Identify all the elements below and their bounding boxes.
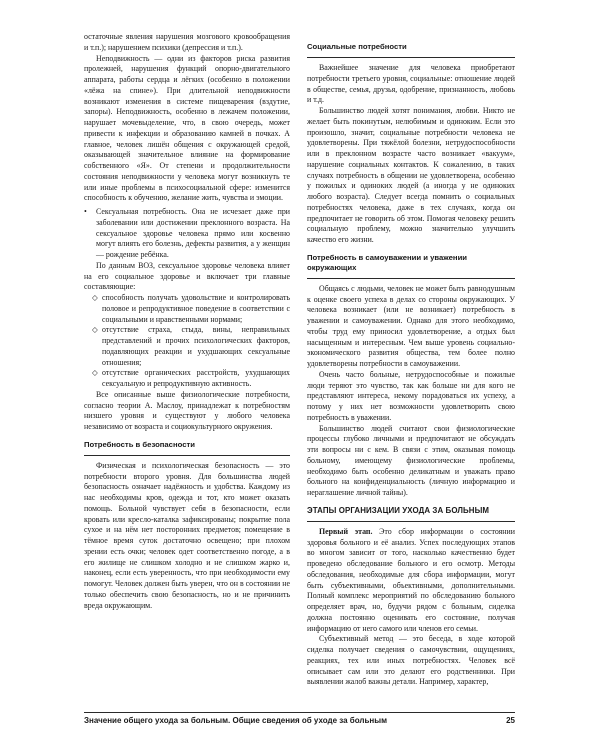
running-title: Значение общего ухода за больным. Общие сведения об уходе за больным [84, 716, 388, 725]
bullet-text: Сексуальная потребность. Она не исчезает даже при заболевании или достижении преклонного возраста. На сексуальное здоровье человека прямо или косвенно могут влиять его болезнь, дефекты развития, а у женщин — рождение ребёнка. [96, 207, 290, 259]
stage-label: Первый этап. [319, 526, 373, 536]
paragraph-text: Это сбор информации о состоянии здоровья больного и её анализ. Успех последующих этапов во многом зависит от того, насколько качественно будет проведено обследование больного и его осмотр. Методы обследования, необходимые для сбора информации, могут быть субъективными, объективными, дополнительными. Полный комплекс мероприятий по обследованию больного определяет врач, но, будучи рядом с больным, сиделка должна постоянно оценивать его состояние, получая информацию от него самого или членов его семьи. [307, 526, 515, 633]
paragraph: Все описанные выше физиологические потребности, согласно теории А. Маслоу, принадлежат к потребностям низшего уровня и существуют у любого человека независимо от возраста и социокультурного окружения. [84, 389, 290, 431]
paragraph: Физическая и психологическая безопасность — это потребности второго уровня. Для большинства людей безопасность означает надёжность и удобства. Каждому из нас необходимы кров, одежда и тот, кто может оказать помощь. Больной чувствует себя в безопасности, если кровать или кресло-каталка зафиксированы; покрытие пола сухое и на нём нет посторонних предметов; помещение в тёмное время суток достаточно освещено; при плохом зрении есть очки; человек одет соответственно погоде, а в его жилище не слишком холодно и не слишком жарко и, наконец, если есть уверенность, что при необходимости ему помогут. Человек должен быть уверен, что он в состоянии не только обеспечить свою безопасность, но и не причинить вреда окружающим. [84, 460, 290, 610]
section-heading-respect: Потребность в самоуважении и уважении окружающих [307, 252, 468, 272]
diamond-bullet-icon: ◇ [92, 325, 98, 335]
left-column [84, 32, 290, 611]
paragraph: Важнейшее значение для человека приобретают потребности третьего уровня, социальные: отношение людей в обществе, семья, друзья, одобрение, признанность, любовь и т.д. [307, 63, 515, 105]
list-item-text: отсутствие страха, стыда, вины, неправильных представлений и прочих психологических факторов, подавляющих реакции и ухудшающих сексуальные отношения; [102, 325, 290, 367]
paragraph: По данным ВОЗ, сексуальное здоровье человека влияет на его социальное здоровье и включает три главные составляющие: [84, 260, 290, 292]
paragraph [307, 527, 515, 635]
right-column [307, 32, 515, 688]
list-item [92, 325, 290, 368]
diamond-bullet-icon: ◇ [92, 293, 98, 302]
paragraph: остаточные явления нарушения мозгового кровообращения и т.п.); нарушением психики (депрессия и т.п.). [84, 32, 290, 52]
bullet-item [84, 207, 290, 261]
section-heading-safety: Потребность в безопасности [84, 439, 195, 449]
page-footer [84, 712, 515, 726]
heading-rule [307, 57, 515, 58]
list-item-text: отсутствие органических расстройств, ухудшающих сексуальную и репродуктивную активность. [102, 368, 290, 388]
paragraph: Неподвижность — одни из факторов риска развития пролежней, нарушения функций опорно-двигательного аппарата, работы сердца и лёгких (особенно в положении «лёжа на спине»). При длительной неподвижности возникают изменения в системе пищеварения (вздутие, запоры). Неподвижность, особенно в лежачем положении, нарушает мочевыделение, что, в свою очередь, может привести к инфекции и образованию камней в почках. А главное, человек лишён общения с окружающей средой, оказывающей значительное влияние на формирование собственного «Я». От степени и продолжительности состояния неподвижности у человека могут возникнуть те или иные проблемы в психосоциальной сфере: изменится способность к обучению, желание жить, чувства и эмоции. [84, 53, 290, 203]
bullet-mark: • [84, 207, 87, 216]
heading-rule [307, 521, 515, 522]
list-item [92, 368, 290, 390]
paragraph: Субъективный метод — это беседа, в ходе которой сиделка получает сведения о самочувствии, ощущениях, реакциях, тех или иных потребностях. Человек всё описывает сам или это делают его родственники. При выявлении жалоб важны детали. Например, характер, [307, 634, 515, 687]
heading-rule [307, 278, 515, 279]
section-heading-stages: ЭТАПЫ ОРГАНИЗАЦИИ УХОДА ЗА БОЛЬНЫМ [307, 505, 490, 515]
paragraph: Большинство людей хотят понимания, любви. Никто не желает быть покинутым, нелюбимым и одиноким. Если это произошло, значит, социальные потребности человека не удовлетворены. При тяжёлой болезни, нетрудоспособности или в преклонном возрасте часто возникает «вакуум», нарушение социальных контактов. К сожалению, в таких случаях потребность в общении не удовлетворена, особенно у пожилых и одиноких людей (а иногда у не одиноких любого возраста). Следует всегда помнить о социальных потребностях человека, даже в тех случаях, когда он предпочитает не говорить об этом. Помогая человеку решить социальную проблему, можно значительно улучшить качество его жизни. [307, 106, 515, 244]
section-heading-social: Социальные потребности [307, 42, 407, 51]
paragraph: Общаясь с людьми, человек не может быть равнодушным к оценке своего успеха в делах со стороны окружающих. У человека возникает (или не возникает) потребность в уважении и самоуважении. Однако для этого необходимо, чтобы труд ему приносил удовлетворение, а отдых был насыщенным и интересным. Чем выше уровень социально-экономического развития общества, тем более полно удовлетворены потребности в самоуважении. [307, 283, 515, 368]
diamond-bullet-icon: ◇ [92, 368, 98, 378]
page-number: 25 [506, 716, 515, 725]
heading-rule [84, 455, 290, 456]
list-item-text: способность получать удовольствие и контролировать половое и репродуктивное поведение в соответствии с социальными и нравственными нормами; [102, 293, 290, 324]
paragraph: Большинство людей считают свои физиологические процессы глубоко личными и предпочитают не обсуждать эти вопросы ни с кем. В связи с этим, оказывая помощь больному, имеющему физиологические проблемы, необходимо быть особенно деликатным и уважать право больного на конфиденциальность (личную информацию и нераглашение личной тайны). [307, 423, 515, 497]
list-item [92, 293, 290, 325]
paragraph: Очень часто больные, нетрудоспособные и пожилые люди теряют это чувство, так как больше ни для кого не представляют интереса, некому порадоваться их успеху, а потому у них нет возможности удовлетворить свою потребность в уважении. [307, 369, 515, 422]
